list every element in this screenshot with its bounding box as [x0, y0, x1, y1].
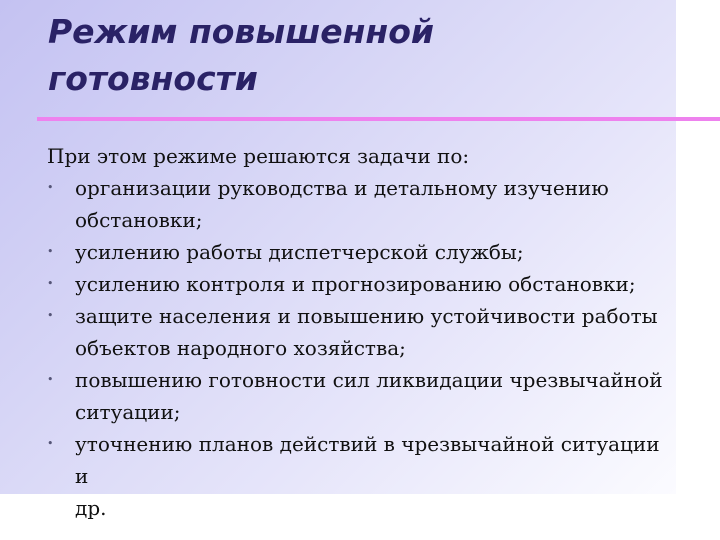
- list-item: [47, 300, 667, 364]
- list-item-text: уточнению планов действий в чрезвычайной ситуации и: [75, 432, 660, 488]
- bullet-icon: •: [47, 245, 54, 258]
- slide-body: [47, 140, 667, 524]
- intro-text: При этом режиме решаются задачи по:: [47, 144, 470, 168]
- slide-title: [48, 8, 608, 102]
- list-item: [47, 236, 667, 268]
- list-item-text: обстановки;: [75, 208, 203, 232]
- list-item-text: др.: [75, 496, 107, 520]
- bullet-icon: •: [47, 437, 54, 450]
- title-divider: [37, 117, 720, 121]
- bullet-list: [47, 172, 667, 524]
- list-item: [47, 364, 667, 428]
- slide-title-line: готовности: [48, 59, 258, 98]
- bullet-icon: •: [47, 181, 54, 194]
- list-item-text: объектов народного хозяйства;: [75, 336, 406, 360]
- list-item-text: ситуации;: [75, 400, 181, 424]
- list-item-text: защите населения и повышению устойчивости работы: [75, 304, 658, 328]
- list-item: [47, 428, 667, 524]
- bullet-icon: •: [47, 277, 54, 290]
- list-item: [47, 268, 667, 300]
- list-item-text: усилению контроля и прогнозированию обстановки;: [75, 272, 636, 296]
- bullet-icon: •: [47, 373, 54, 386]
- list-item: [47, 172, 667, 236]
- list-item-text: повышению готовности сил ликвидации чрезвычайной: [75, 368, 663, 392]
- list-item-text: организации руководства и детальному изучению: [75, 176, 609, 200]
- list-item-text: усилению работы диспетчерской службы;: [75, 240, 524, 264]
- slide-title-line: Режим повышенной: [48, 12, 435, 51]
- bullet-icon: •: [47, 309, 54, 322]
